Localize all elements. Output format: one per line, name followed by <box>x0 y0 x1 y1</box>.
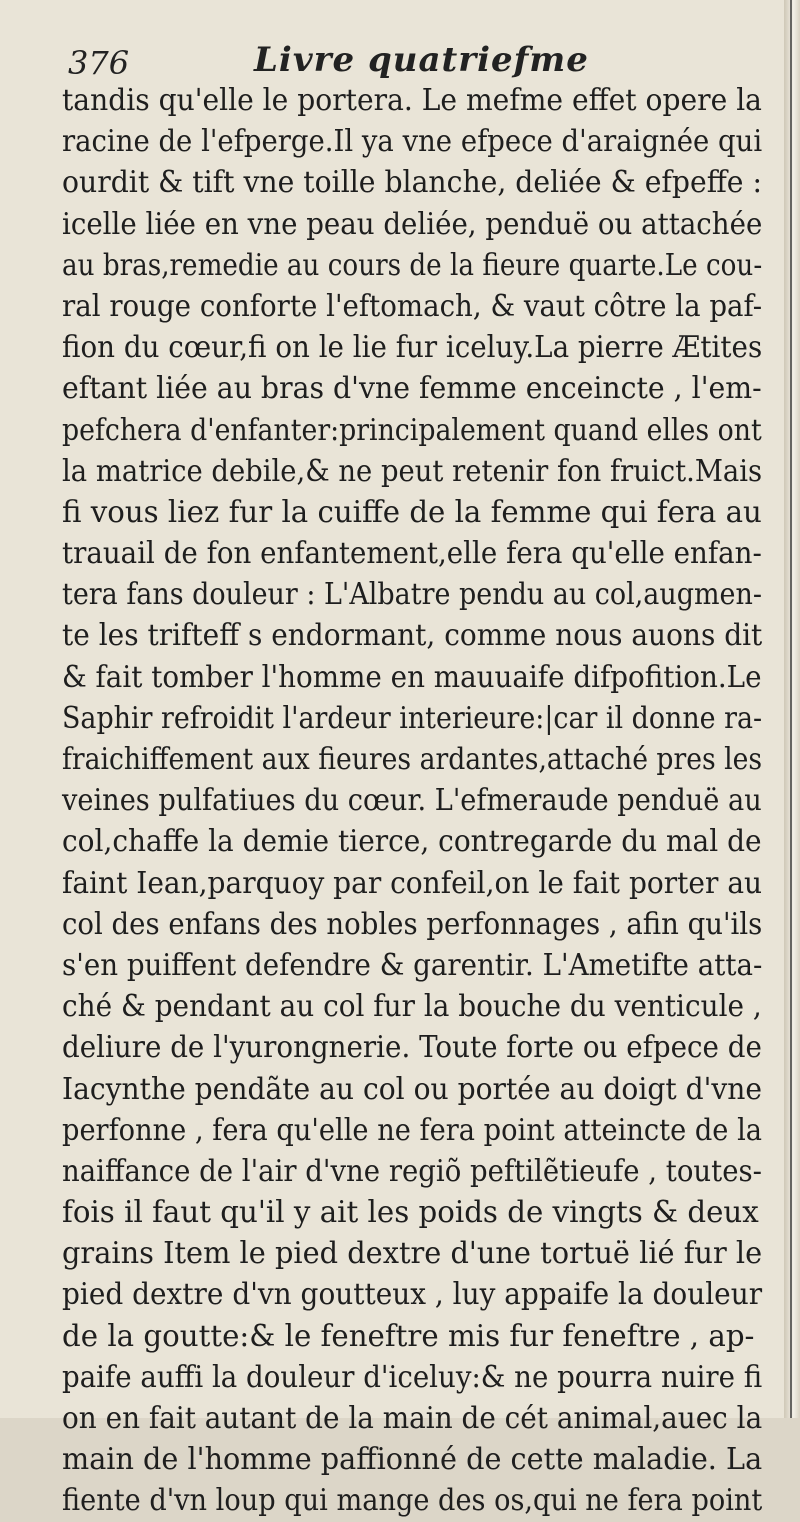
text-line: s'en puiffent defendre & garentir. L'Ametifte atta- <box>62 947 763 982</box>
text-line: tera fans douleur : L'Albatre pendu au col,augmen- <box>62 577 762 612</box>
page-number: 376 <box>68 44 130 82</box>
text-line: faint Iean,parquoy par confeil,on le fait porter au <box>62 865 763 900</box>
text-line: de la goutte:& le feneftre mis fur feneftre , ap- <box>62 1318 755 1353</box>
text-line: icelle liée en vne peau deliée, penduë ou attachée <box>62 206 763 241</box>
text-line: fi vous liez fur la cuiffe de la femme qui fera au <box>62 494 762 529</box>
text-line: veines pulfatiues du cœur. L'efmeraude penduë au <box>62 783 762 818</box>
text-line: & fait tomber l'homme en mauuaife difpofition.Le <box>62 659 762 694</box>
text-line: col,chaffe la demie tierce, contregarde du mal de <box>62 824 762 859</box>
text-line: racine de l'efperge.Il ya vne efpece d'araignée qui <box>62 124 763 159</box>
text-line: main de l'homme paffionné de cette maladie. La <box>62 1442 763 1477</box>
text-line: Saphir refroidit l'ardeur interieure:|car il donne ra- <box>62 700 763 735</box>
text-line: perfonne , fera qu'elle ne fera point atteincte de la <box>62 1112 763 1147</box>
text-line: deliure de l'yurongnerie. Toute forte ou efpece de <box>62 1030 762 1065</box>
page-edge <box>784 0 800 1418</box>
text-line: fraichiffement aux fieures ardantes,attaché pres les <box>62 742 763 776</box>
text-line: tandis qu'elle le portera. Le mefme effet opere la <box>62 83 762 117</box>
text-line: fois il faut qu'il y ait les poids de vingts & deux <box>62 1195 759 1230</box>
text-line: col des enfans des nobles perfonnages , afin qu'ils <box>62 906 763 941</box>
text-line: la matrice debile,& ne peut retenir fon fruict.Mais <box>62 453 763 488</box>
text-line: ché & pendant au col fur la bouche du venticule , <box>62 989 762 1024</box>
text-line: pied dextre d'vn goutteux , luy appaife la douleur <box>62 1277 763 1312</box>
text-line: on en fait autant de la main de cét animal,auec la <box>62 1401 763 1435</box>
text-line: grains Item le pied dextre d'une tortuë lié fur le <box>62 1236 763 1271</box>
binding-edge <box>790 0 792 1418</box>
text-line: fion du cœur,fi on le lie fur iceluy.La pierre Ætites <box>62 330 763 365</box>
text-line: eftant liée au bras d'vne femme enceincte , l'em- <box>62 371 762 406</box>
text-line: Iacynthe pendãte au col ou portée au doigt d'vne <box>62 1071 762 1106</box>
text-line: pefchera d'enfanter:principalement quand elles ont <box>62 412 762 447</box>
running-title: Livre quatriefme <box>254 40 589 80</box>
text-line: paife auffi la douleur d'iceluy:& ne pourra nuire fi <box>62 1359 763 1394</box>
text-line: au bras,remedie au cours de la fieure quarte.Le cou- <box>62 247 763 282</box>
page-header <box>68 40 768 82</box>
text-line: ral rouge conforte l'eftomach, & vaut côtre la paf- <box>62 288 763 323</box>
body-text <box>62 80 768 1522</box>
text-line: naiffance de l'air d'vne regiõ peftilẽtieufe , toutes- <box>62 1153 762 1188</box>
text-line: trauail de fon enfantement,elle fera qu'elle enfan- <box>62 536 762 571</box>
text-line: fiente d'vn loup qui mange des os,qui ne fera point <box>62 1483 763 1518</box>
text-line: te les trifteff s endormant, comme nous auons dit <box>62 618 763 653</box>
text-line: ourdit & tift vne toille blanche, deliée & efpeffe : <box>62 165 762 200</box>
